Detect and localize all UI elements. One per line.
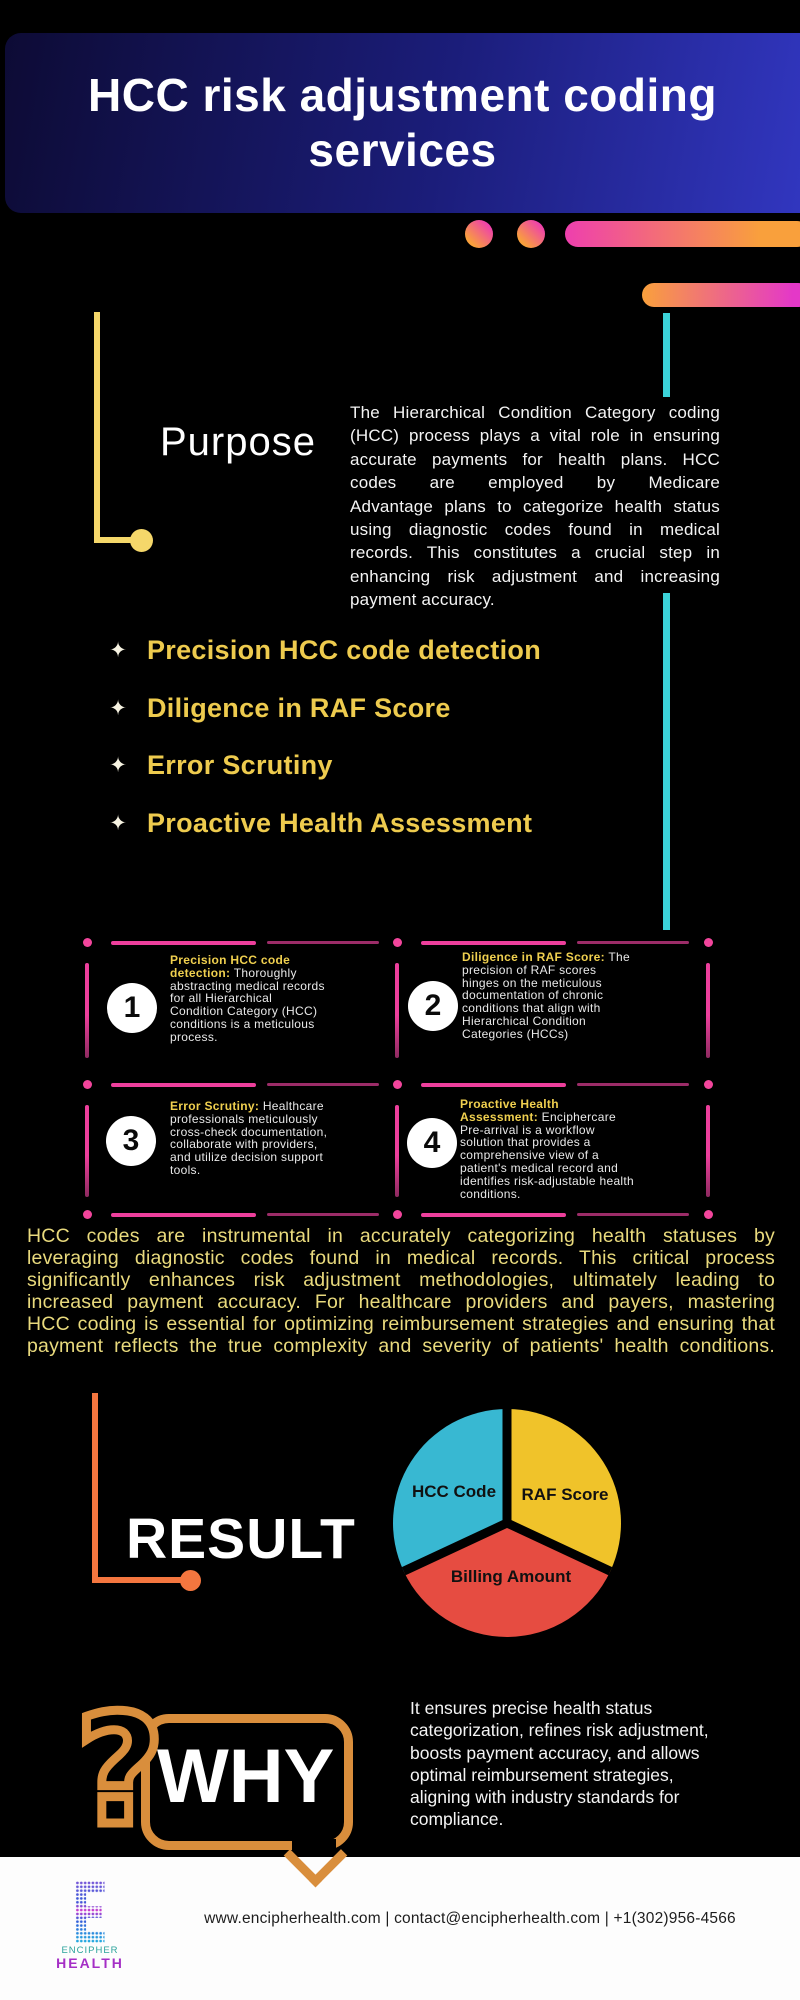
card-border-line bbox=[395, 963, 399, 1058]
card-title: Diligence in RAF Score: bbox=[462, 950, 605, 964]
card-border-line bbox=[111, 1213, 256, 1217]
card-description bbox=[460, 1098, 635, 1200]
card-body: Enciphercare Pre-arrival is a workflow solution that provides a comprehensive view of a patient's medical record and identifies risk-adjustable health conditions. bbox=[460, 1109, 634, 1201]
why-line: compliance. bbox=[410, 1809, 504, 1830]
card-title: Error Scrutiny: bbox=[170, 1099, 260, 1113]
card-border-line bbox=[267, 941, 379, 944]
card-border-line bbox=[421, 941, 566, 945]
question-mark-icon: ? bbox=[76, 1682, 165, 1859]
page-title-line1: HCC risk adjustment coding bbox=[88, 69, 717, 121]
card-border-line bbox=[577, 1083, 689, 1086]
cyan-accent-line-bottom bbox=[663, 593, 670, 930]
card-body: Thoroughly abstracting medical records for all Hierarchical Condition Category (HCC) conditions is a meticulous process. bbox=[170, 965, 325, 1044]
feature-item-4 bbox=[105, 808, 532, 838]
why-line: boosts payment accuracy, and allows bbox=[410, 1742, 700, 1763]
summary-paragraph bbox=[27, 1226, 775, 1357]
summary-line: HCC codes are instrumental in accurately categorizing health statuses by bbox=[27, 1225, 775, 1247]
pie-chart bbox=[387, 1403, 627, 1643]
sparkle-icon: ✦ bbox=[109, 638, 127, 662]
feature-item-1 bbox=[105, 635, 541, 665]
card-border-line bbox=[577, 1213, 689, 1216]
encipher-logo bbox=[75, 1881, 105, 1943]
pie-label-raf-score: RAF Score bbox=[521, 1485, 609, 1504]
result-heading: RESULT bbox=[126, 1507, 356, 1571]
purpose-line: accurate payments for health plans. HCC bbox=[350, 449, 720, 469]
summary-line: increased payment accuracy. For healthcare providers and payers, mastering bbox=[27, 1290, 775, 1313]
purpose-line: enhancing risk adjustment and increasing bbox=[350, 566, 720, 586]
why-line: categorization, refines risk adjustment, bbox=[410, 1720, 709, 1741]
card-number-badge bbox=[407, 1118, 457, 1168]
page-title-line2: services bbox=[308, 124, 497, 176]
card-border-line bbox=[395, 1105, 399, 1197]
purpose-line: codes are employed by Medicare bbox=[350, 473, 720, 493]
summary-line: leveraging diagnostic codes found in medical records. This critical process bbox=[27, 1246, 775, 1269]
card-border-line bbox=[111, 1083, 256, 1087]
card-border-line bbox=[577, 941, 689, 944]
feature-item-3 bbox=[105, 750, 333, 780]
result-bracket-horizontal bbox=[92, 1577, 182, 1583]
decor-bar-top bbox=[565, 221, 800, 247]
feature-label: Error Scrutiny bbox=[147, 749, 333, 780]
purpose-bracket-vertical bbox=[94, 312, 100, 543]
why-line: It ensures precise health status bbox=[410, 1698, 653, 1718]
purpose-line: records. This constitutes a crucial step in bbox=[350, 543, 720, 563]
feature-item-2 bbox=[105, 693, 451, 723]
brand-name-health: HEALTH bbox=[56, 1955, 124, 1971]
why-paragraph bbox=[410, 1697, 775, 1831]
purpose-paragraph bbox=[350, 401, 720, 612]
card-number-badge bbox=[107, 983, 157, 1033]
card-corner-dot bbox=[393, 938, 402, 947]
card-title: Proactive Health Assessment: bbox=[460, 1097, 559, 1124]
card-border-line bbox=[85, 963, 89, 1058]
why-line: aligning with industry standards for bbox=[410, 1787, 680, 1808]
purpose-bracket-dot bbox=[130, 529, 153, 552]
card-number: 3 bbox=[122, 1124, 140, 1157]
footer-band bbox=[0, 1857, 800, 2000]
card-number-badge bbox=[106, 1116, 156, 1166]
header-banner bbox=[5, 33, 800, 213]
pie-label-billing-amount: Billing Amount bbox=[450, 1567, 572, 1586]
card-number: 1 bbox=[123, 991, 141, 1024]
purpose-line: The Hierarchical Condition Category coding bbox=[350, 403, 720, 422]
card-description bbox=[462, 951, 632, 1041]
pie-label-hcc-code: HCC Code bbox=[411, 1482, 497, 1501]
card-corner-dot bbox=[83, 1080, 92, 1089]
result-bracket-dot bbox=[180, 1570, 201, 1591]
card-number-badge bbox=[408, 981, 458, 1031]
sparkle-icon: ✦ bbox=[109, 811, 127, 835]
purpose-line: (HCC) process plays a vital role in ensuring bbox=[350, 426, 720, 446]
card-title: Precision HCC code detection: bbox=[170, 953, 291, 980]
logo-letter-e bbox=[75, 1881, 104, 1943]
sparkle-icon: ✦ bbox=[109, 753, 127, 777]
cyan-accent-line-top bbox=[663, 313, 670, 397]
feature-label: Diligence in RAF Score bbox=[147, 692, 451, 723]
card-number: 2 bbox=[424, 989, 442, 1022]
card-border-line bbox=[421, 1083, 566, 1087]
decor-dot-1 bbox=[465, 220, 493, 248]
summary-line: HCC coding is essential for optimizing reimbursement strategies and ensuring that bbox=[27, 1312, 775, 1335]
summary-line: payment reflects the true complexity and severity of patients' health conditions. bbox=[27, 1334, 775, 1357]
card-description bbox=[170, 1100, 332, 1177]
card-body: The precision of RAF scores hinges on the meticulous documentation of chronic conditions that align with Hierarchical Condition Categories (HCCs) bbox=[462, 950, 630, 1041]
card-border-line bbox=[706, 963, 710, 1058]
feature-label: Proactive Health Assessment bbox=[147, 807, 533, 838]
contact-line: www.encipherhealth.com | contact@encipherhealth.com | +1(302)956-4566 bbox=[204, 1910, 736, 1927]
card-border-line bbox=[267, 1213, 379, 1216]
card-corner-dot bbox=[393, 1080, 402, 1089]
page-title bbox=[88, 68, 717, 178]
why-heading: WHY bbox=[157, 1734, 335, 1819]
purpose-line: using diagnostic codes found in medical bbox=[350, 520, 720, 540]
purpose-line: Advantage plans to categorize health status bbox=[350, 496, 720, 516]
decor-dot-2 bbox=[517, 220, 545, 248]
card-number: 4 bbox=[423, 1126, 441, 1159]
sparkle-icon: ✦ bbox=[109, 696, 127, 720]
card-border-line bbox=[111, 941, 256, 945]
card-description bbox=[170, 954, 328, 1044]
card-corner-dot bbox=[83, 938, 92, 947]
card-corner-dot bbox=[704, 938, 713, 947]
card-border-line bbox=[706, 1105, 710, 1197]
card-corner-dot bbox=[83, 1210, 92, 1219]
summary-line: significantly enhances risk adjustment methodologies, ultimately leading to bbox=[27, 1268, 775, 1291]
result-bracket-vertical bbox=[92, 1393, 98, 1583]
why-line: optimal reimbursement strategies, bbox=[410, 1764, 674, 1785]
decor-bar-right bbox=[642, 283, 800, 307]
feature-label: Precision HCC code detection bbox=[147, 634, 541, 665]
purpose-heading: Purpose bbox=[160, 420, 316, 464]
card-body: Healthcare professionals meticulously cross-check documentation, collaborate with providers, and utilize decision support tools. bbox=[170, 1099, 328, 1177]
card-corner-dot bbox=[704, 1080, 713, 1089]
purpose-line: payment accuracy. bbox=[350, 590, 495, 610]
card-corner-dot bbox=[393, 1210, 402, 1219]
card-corner-dot bbox=[704, 1210, 713, 1219]
brand-name-encipher: ENCIPHER bbox=[61, 1945, 119, 1956]
card-border-line bbox=[85, 1105, 89, 1197]
card-border-line bbox=[421, 1213, 566, 1217]
card-border-line bbox=[267, 1083, 379, 1086]
